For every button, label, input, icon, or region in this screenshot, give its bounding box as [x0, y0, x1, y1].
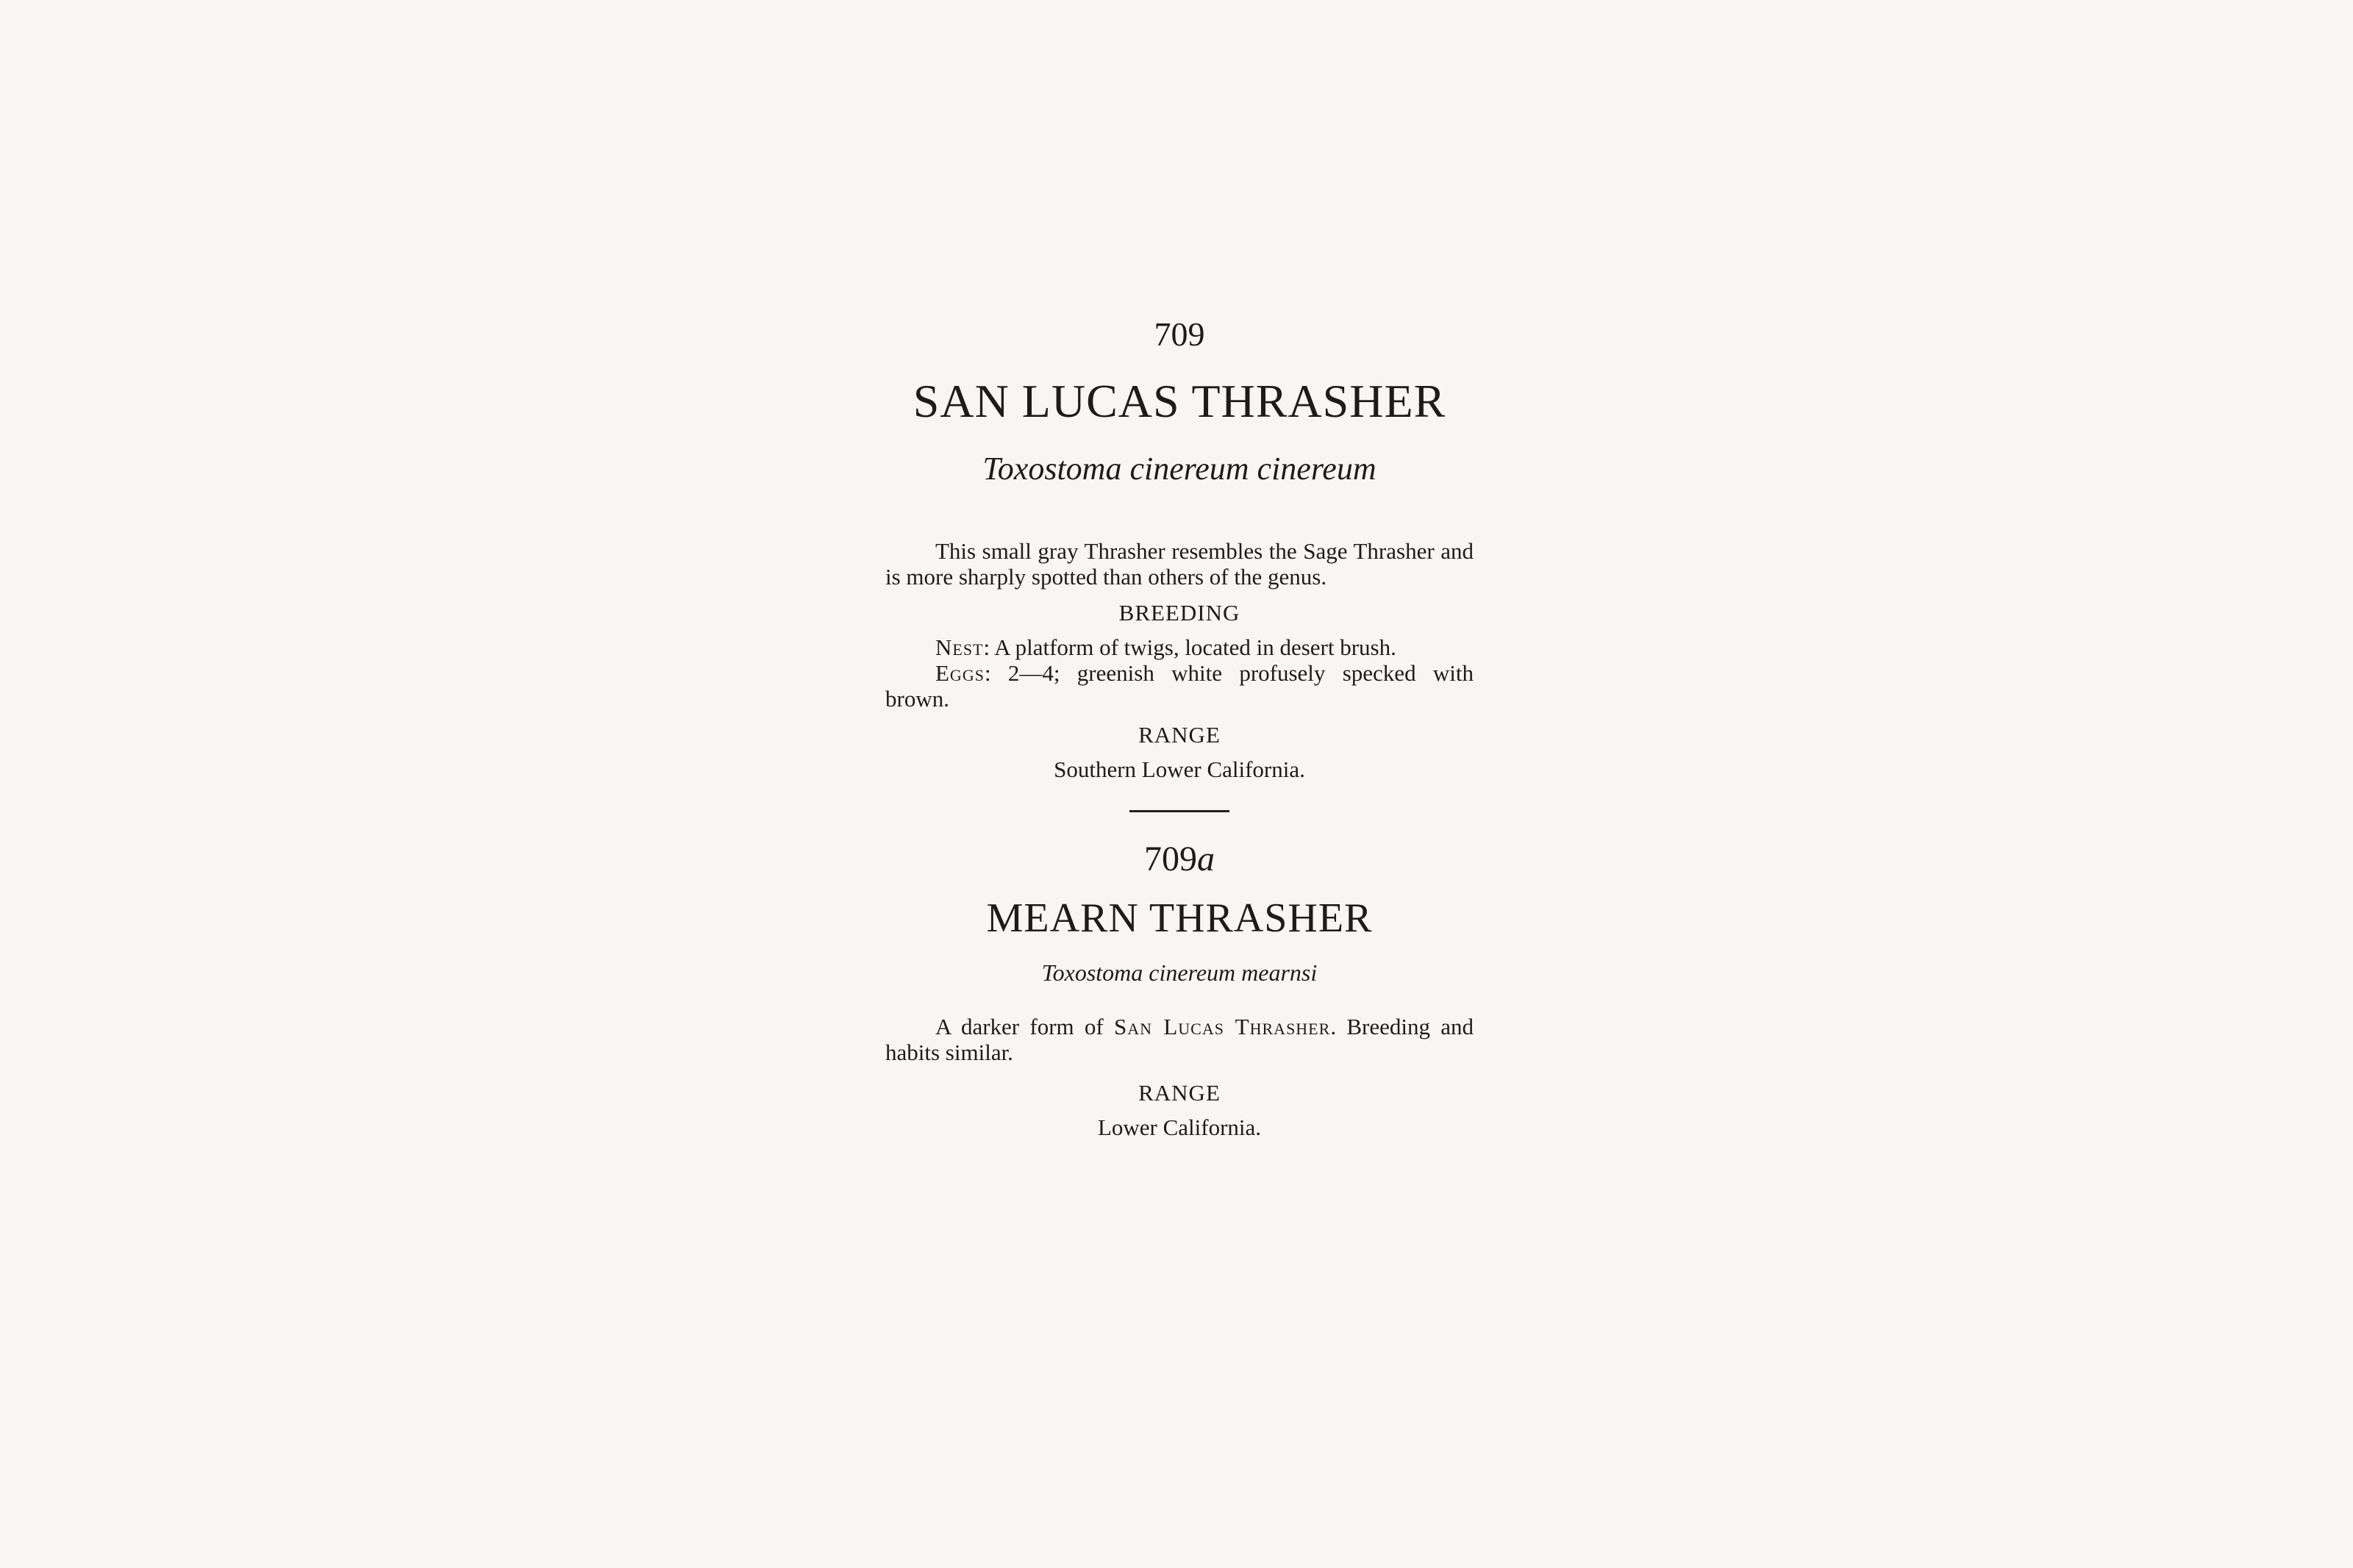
subspecies-number	[885, 842, 1474, 877]
text-column	[885, 309, 1474, 1140]
subspecies-description-end: . Breeding and habits similar.	[885, 1014, 1474, 1065]
subspecies-number-main: 709	[1144, 840, 1197, 878]
subspecies-description-start: A darker form of	[935, 1014, 1115, 1039]
nest-text: : A platform of twigs, located in desert brush.	[983, 634, 1396, 660]
range-heading: RANGE	[1138, 722, 1221, 748]
subspecies-number-suffix: a	[1197, 840, 1215, 878]
subspecies-range-heading: RANGE	[1138, 1080, 1221, 1106]
scientific-name: Toxostoma cinereum cinereum	[982, 451, 1377, 487]
species-title: SAN LUCAS THRASHER	[913, 375, 1446, 427]
subspecies-scientific-name: Toxostoma cinereum mearnsi	[1041, 959, 1318, 986]
subspecies-range-text: Lower California.	[1097, 1114, 1262, 1140]
nest-label: Nest	[935, 634, 984, 660]
nest-paragraph	[885, 634, 1474, 660]
subspecies-reference: San Lucas Thrasher	[1114, 1014, 1331, 1039]
breeding-heading: BREEDING	[1118, 600, 1240, 626]
range-text: Southern Lower California.	[1054, 756, 1305, 782]
eggs-text: : 2—4; greenish white profusely specked with brown.	[885, 660, 1474, 712]
subspecies-description	[885, 1014, 1474, 1065]
eggs-paragraph	[885, 660, 1474, 712]
species-number: 709	[1154, 315, 1205, 353]
eggs-label: Eggs	[935, 660, 985, 686]
species-description: This small gray Thrasher resembles the Sage Thrasher and is more sharply spotted than others of the genus.	[885, 538, 1474, 590]
subspecies-title: MEARN THRASHER	[986, 895, 1373, 941]
section-divider	[1129, 810, 1229, 812]
